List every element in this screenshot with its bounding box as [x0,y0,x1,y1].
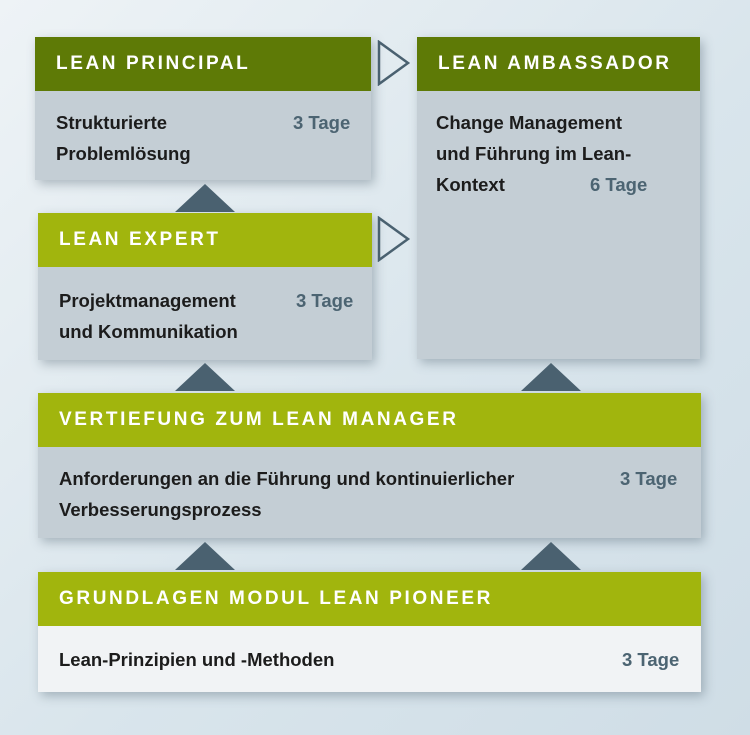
module-body [417,91,700,359]
module-title: LEAN PRINCIPAL [35,37,371,91]
duration-label: 3 Tage [293,112,351,133]
triangle-right-icon [377,40,411,86]
description-line: Projektmanagement [59,290,236,311]
triangle-up-icon [521,542,581,570]
module-title: LEAN EXPERT [38,213,372,267]
triangle-right-icon [377,216,411,262]
duration-label: 3 Tage [620,468,678,489]
description-line: Lean-Prinzipien und -Methoden [59,649,335,670]
module-title: GRUNDLAGEN MODUL LEAN PIONEER [38,572,701,626]
module-body [38,267,372,360]
duration-label: 3 Tage [296,290,354,311]
triangle-up-icon [175,363,235,391]
description-line: und Kommunikation [59,321,238,342]
module-title: VERTIEFUNG ZUM LEAN MANAGER [38,393,701,447]
module-lean-pioneer [38,572,701,692]
duration-label: 6 Tage [590,174,648,195]
module-description [56,107,191,169]
description-line: Problemlösung [56,143,191,164]
module-description [59,644,334,675]
module-body [38,447,701,538]
description-line: Verbesserungsprozess [59,499,262,520]
module-description [59,285,238,347]
triangle-up-icon [175,184,235,212]
module-title: LEAN AMBASSADOR [417,37,700,91]
module-lean-expert [38,213,372,360]
description-line: Kontext [436,174,505,195]
module-body [35,91,371,180]
module-lean-principal [35,37,371,180]
description-line: Change Management [436,112,623,133]
duration-label: 3 Tage [622,649,680,670]
module-body [38,626,701,692]
module-lean-ambassador [417,37,700,359]
description-line: Anforderungen an die Führung und kontinuierlicher [59,468,515,489]
triangle-up-icon [521,363,581,391]
description-line: und Führung im Lean- [436,143,632,164]
module-description [59,463,514,525]
triangle-up-icon [175,542,235,570]
module-lean-manager [38,393,701,538]
description-line: Strukturierte [56,112,168,133]
